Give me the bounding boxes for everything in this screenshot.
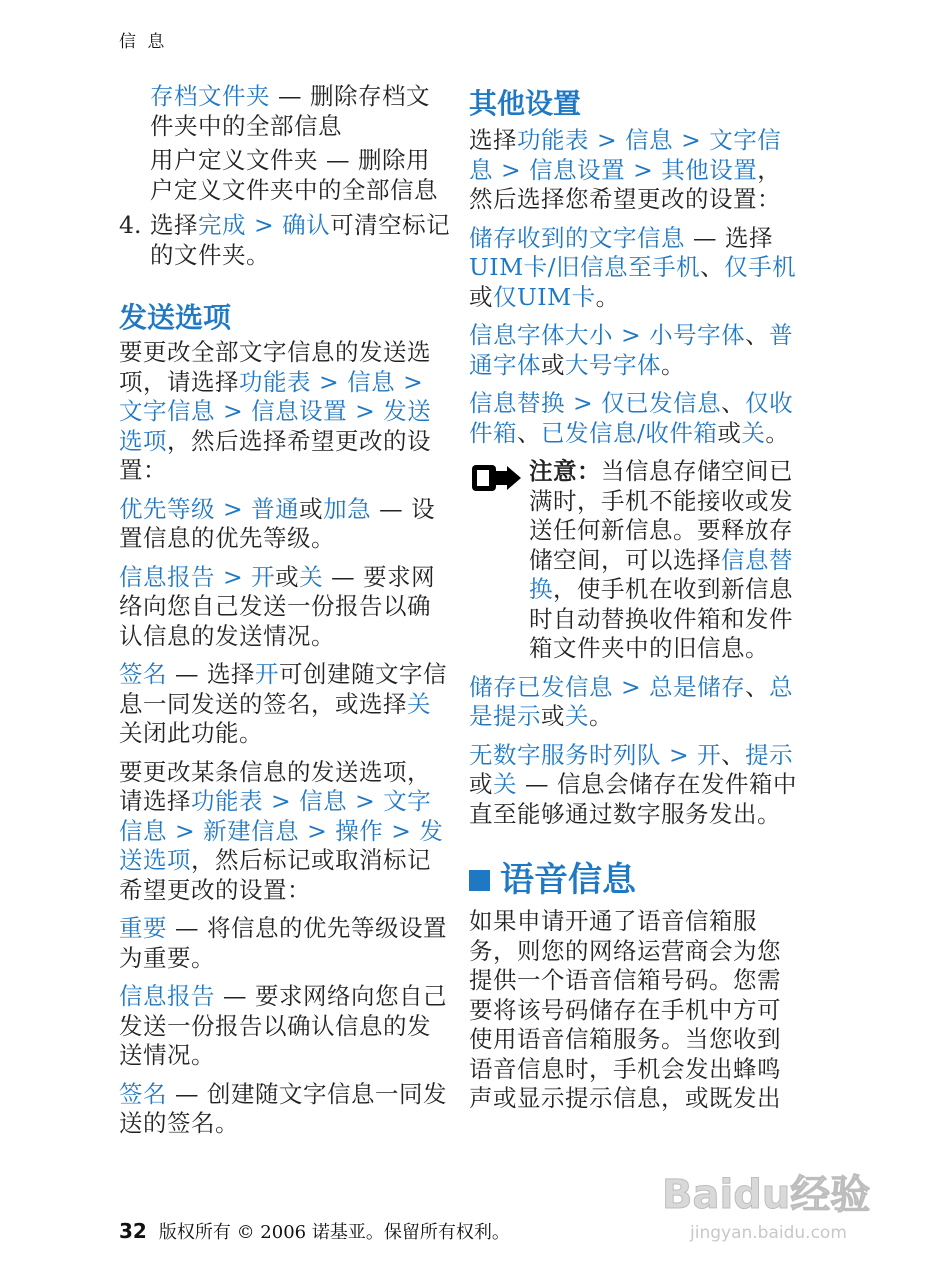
priority-item: 优先等级 > 普通或加急 — 设置信息的优先等级。 (119, 494, 436, 552)
text-msg-link[interactable]: 文字信息 (119, 787, 432, 845)
menu-link[interactable]: 功能表 (517, 126, 589, 154)
normal-link[interactable]: 普通 (251, 494, 300, 523)
save-sent-item: 储存已发信息 > 总是储存、总是提示或关。 (469, 672, 794, 730)
queue-link[interactable]: 无数字服务时列队 (469, 740, 661, 769)
send-intro: 要更改全部文字信息的发送选项，请选择功能表 > 信息 > 文字信息 > 信息设置 > 发送选项，然后选择希望更改的设置： (119, 338, 432, 484)
save-recv-item: 储存收到的文字信息 — 选择UIM卡/旧信息至手机、仅手机或仅UIM卡。 (469, 223, 797, 311)
off-link[interactable]: 关 (299, 562, 324, 591)
baidu-watermark (650, 1162, 910, 1252)
other-settings-heading: 其他设置 (469, 87, 582, 120)
save-sent-link[interactable]: 储存已发信息 (469, 672, 613, 701)
off-link[interactable]: 关 (741, 418, 766, 447)
replace-link[interactable]: 信息替换 (529, 545, 793, 603)
prompt-link[interactable]: 提示 (745, 740, 794, 769)
sent-only-link[interactable]: 仅已发信息 (601, 389, 722, 417)
signature2-item: 签名 — 创建随文字信息一同发送的签名。 (119, 1079, 447, 1137)
user-folder-desc: 用户定义文件夹 — 删除用户定义文件夹中的全部信息 (150, 146, 438, 204)
report-link[interactable]: 信息报告 (119, 562, 215, 591)
report-link[interactable]: 信息报告 (119, 982, 215, 1010)
signature-link[interactable]: 签名 (119, 660, 167, 688)
queue-item: 无数字服务时列队 > 开、提示或关 — 信息会储存在发件箱中直至能够通过数字服务发出。 (469, 740, 797, 828)
uim-only-link[interactable]: 仅UIM卡 (493, 282, 596, 311)
send-options-link[interactable]: 发送选项 (119, 816, 444, 874)
archive-desc: — 删除存档文件夹中的全部信息 (150, 82, 430, 140)
svg-text:Baidu经验: Baidu经验 (662, 1172, 871, 1218)
sep: > (246, 211, 283, 239)
section-square-icon (469, 870, 490, 891)
archive-item (150, 82, 451, 205)
uim-old-link[interactable]: UIM卡/旧信息至手机 (469, 253, 701, 281)
on-link[interactable]: 开 (697, 740, 722, 769)
off-link[interactable]: 关 (565, 702, 589, 730)
always-save-link[interactable]: 总是储存 (649, 672, 746, 701)
new-msg-link[interactable]: 新建信息 (203, 816, 300, 845)
priority-link[interactable]: 优先等级 (119, 494, 215, 523)
sent-inbox-link[interactable]: 已发信息/收件箱 (541, 418, 718, 447)
archive-folder-link[interactable]: 存档文件夹 (150, 82, 270, 110)
confirm-link[interactable]: 确认 (282, 211, 331, 239)
single-intro: 要更改某条信息的发送选项，请选择功能表 > 信息 > 文字信息 > 新建信息 > 操作 > 发送选项，然后标记或取消标记希望更改的设置： (119, 757, 444, 904)
signature-item: 签名 — 选择开可创建随文字信息一同发送的签名，或选择关关闭此功能。 (119, 660, 447, 747)
small-font-link[interactable]: 小号字体 (649, 321, 746, 349)
page-footer (119, 1218, 510, 1244)
important-item: 重要 — 将信息的优先等级设置为重要。 (119, 914, 447, 972)
phone-only-link[interactable]: 仅手机 (724, 253, 797, 281)
off-link[interactable]: 关 (407, 689, 431, 718)
inbox-only-link[interactable]: 仅收件箱 (469, 389, 794, 447)
menu-link[interactable]: 功能表 (239, 367, 311, 396)
voice-body: 如果申请开通了语音信箱服务，则您的网络运营商会为您提供一个语音信箱号码。您需要将该号码储存在手机中方可使用语音信箱服务。当您收到语音信息时，手机会发出蜂鸣声或显示提示信息，或既发出 (469, 907, 781, 1112)
note-text: 注意：当信息存储空间已满时，手机不能接收或发送任何新信息。要释放存储空间，可以选择信息替换，使手机在收到新信息时自动替换收件箱和发件箱文件夹中的旧信息。 (529, 457, 793, 662)
svg-text:jingyan.baidu.com: jingyan.baidu.com (690, 1223, 847, 1243)
note-hand-icon (469, 457, 529, 664)
other-intro: 选择功能表 > 信息 > 文字信息 > 信息设置 > 其他设置，然后选择您希望更改的设置： (469, 126, 782, 213)
replace-item: 信息替换 > 仅已发信息、仅收件箱、已发信息/收件箱或关。 (469, 389, 794, 447)
always-prompt-link[interactable]: 总是提示 (469, 672, 794, 730)
on-link[interactable]: 开 (251, 562, 276, 591)
text-msg-link[interactable]: 文字信息 (469, 126, 782, 184)
save-recv-link[interactable]: 储存收到的文字信息 (469, 223, 685, 252)
report2-item: 信息报告 — 要求网络向您自己发送一份报告以确认信息的发送情况。 (119, 982, 447, 1069)
step-number: 4. (119, 211, 142, 239)
note-box (469, 457, 804, 664)
send-options-heading: 发送选项 (119, 301, 232, 334)
msg-settings-link[interactable]: 信息设置 (251, 397, 348, 425)
msg-link[interactable]: 信息 (299, 787, 348, 815)
font-size-item: 信息字体大小 > 小号字体、普通字体或大号字体。 (469, 321, 794, 379)
msg-link[interactable]: 信息 (347, 367, 396, 396)
font-size-link[interactable]: 信息字体大小 (469, 321, 613, 349)
step-text-end: 可清空标记的文件夹。 (150, 211, 451, 269)
left-column (119, 82, 451, 1139)
off-link[interactable]: 关 (493, 770, 517, 798)
step-4 (119, 211, 451, 270)
signature-link[interactable]: 签名 (119, 1079, 167, 1108)
text-msg-link[interactable]: 文字信息 (119, 397, 215, 425)
msg-settings-link[interactable]: 信息设置 (529, 155, 626, 184)
normal-font-link[interactable]: 普通字体 (469, 321, 794, 379)
send-options-link[interactable]: 发送选项 (119, 397, 432, 455)
replace-link[interactable]: 信息替换 (469, 389, 565, 417)
report-item: 信息报告 > 开或关 — 要求网络向您自己发送一份报告以确认信息的发送情况。 (119, 562, 436, 650)
step-text: 选择 (150, 211, 198, 239)
right-column (469, 82, 804, 1113)
large-font-link[interactable]: 大号字体 (565, 350, 661, 379)
important-link[interactable]: 重要 (119, 914, 167, 942)
on-link[interactable]: 开 (254, 660, 279, 688)
msg-link[interactable]: 信息 (625, 126, 674, 154)
copyright: 版权所有 © 2006 诺基亚。保留所有权利。 (158, 1222, 510, 1243)
voice-msg-title: 语音信息 (500, 860, 636, 900)
other-settings-link[interactable]: 其他设置 (661, 155, 758, 184)
voice-msg-heading (469, 859, 804, 901)
page-number: 32 (119, 1219, 147, 1243)
urgent-link[interactable]: 加急 (323, 494, 372, 523)
operate-link[interactable]: 操作 (335, 816, 384, 845)
running-header: 信 息 (119, 32, 168, 52)
done-link[interactable]: 完成 (198, 211, 246, 239)
menu-link[interactable]: 功能表 (191, 787, 263, 815)
